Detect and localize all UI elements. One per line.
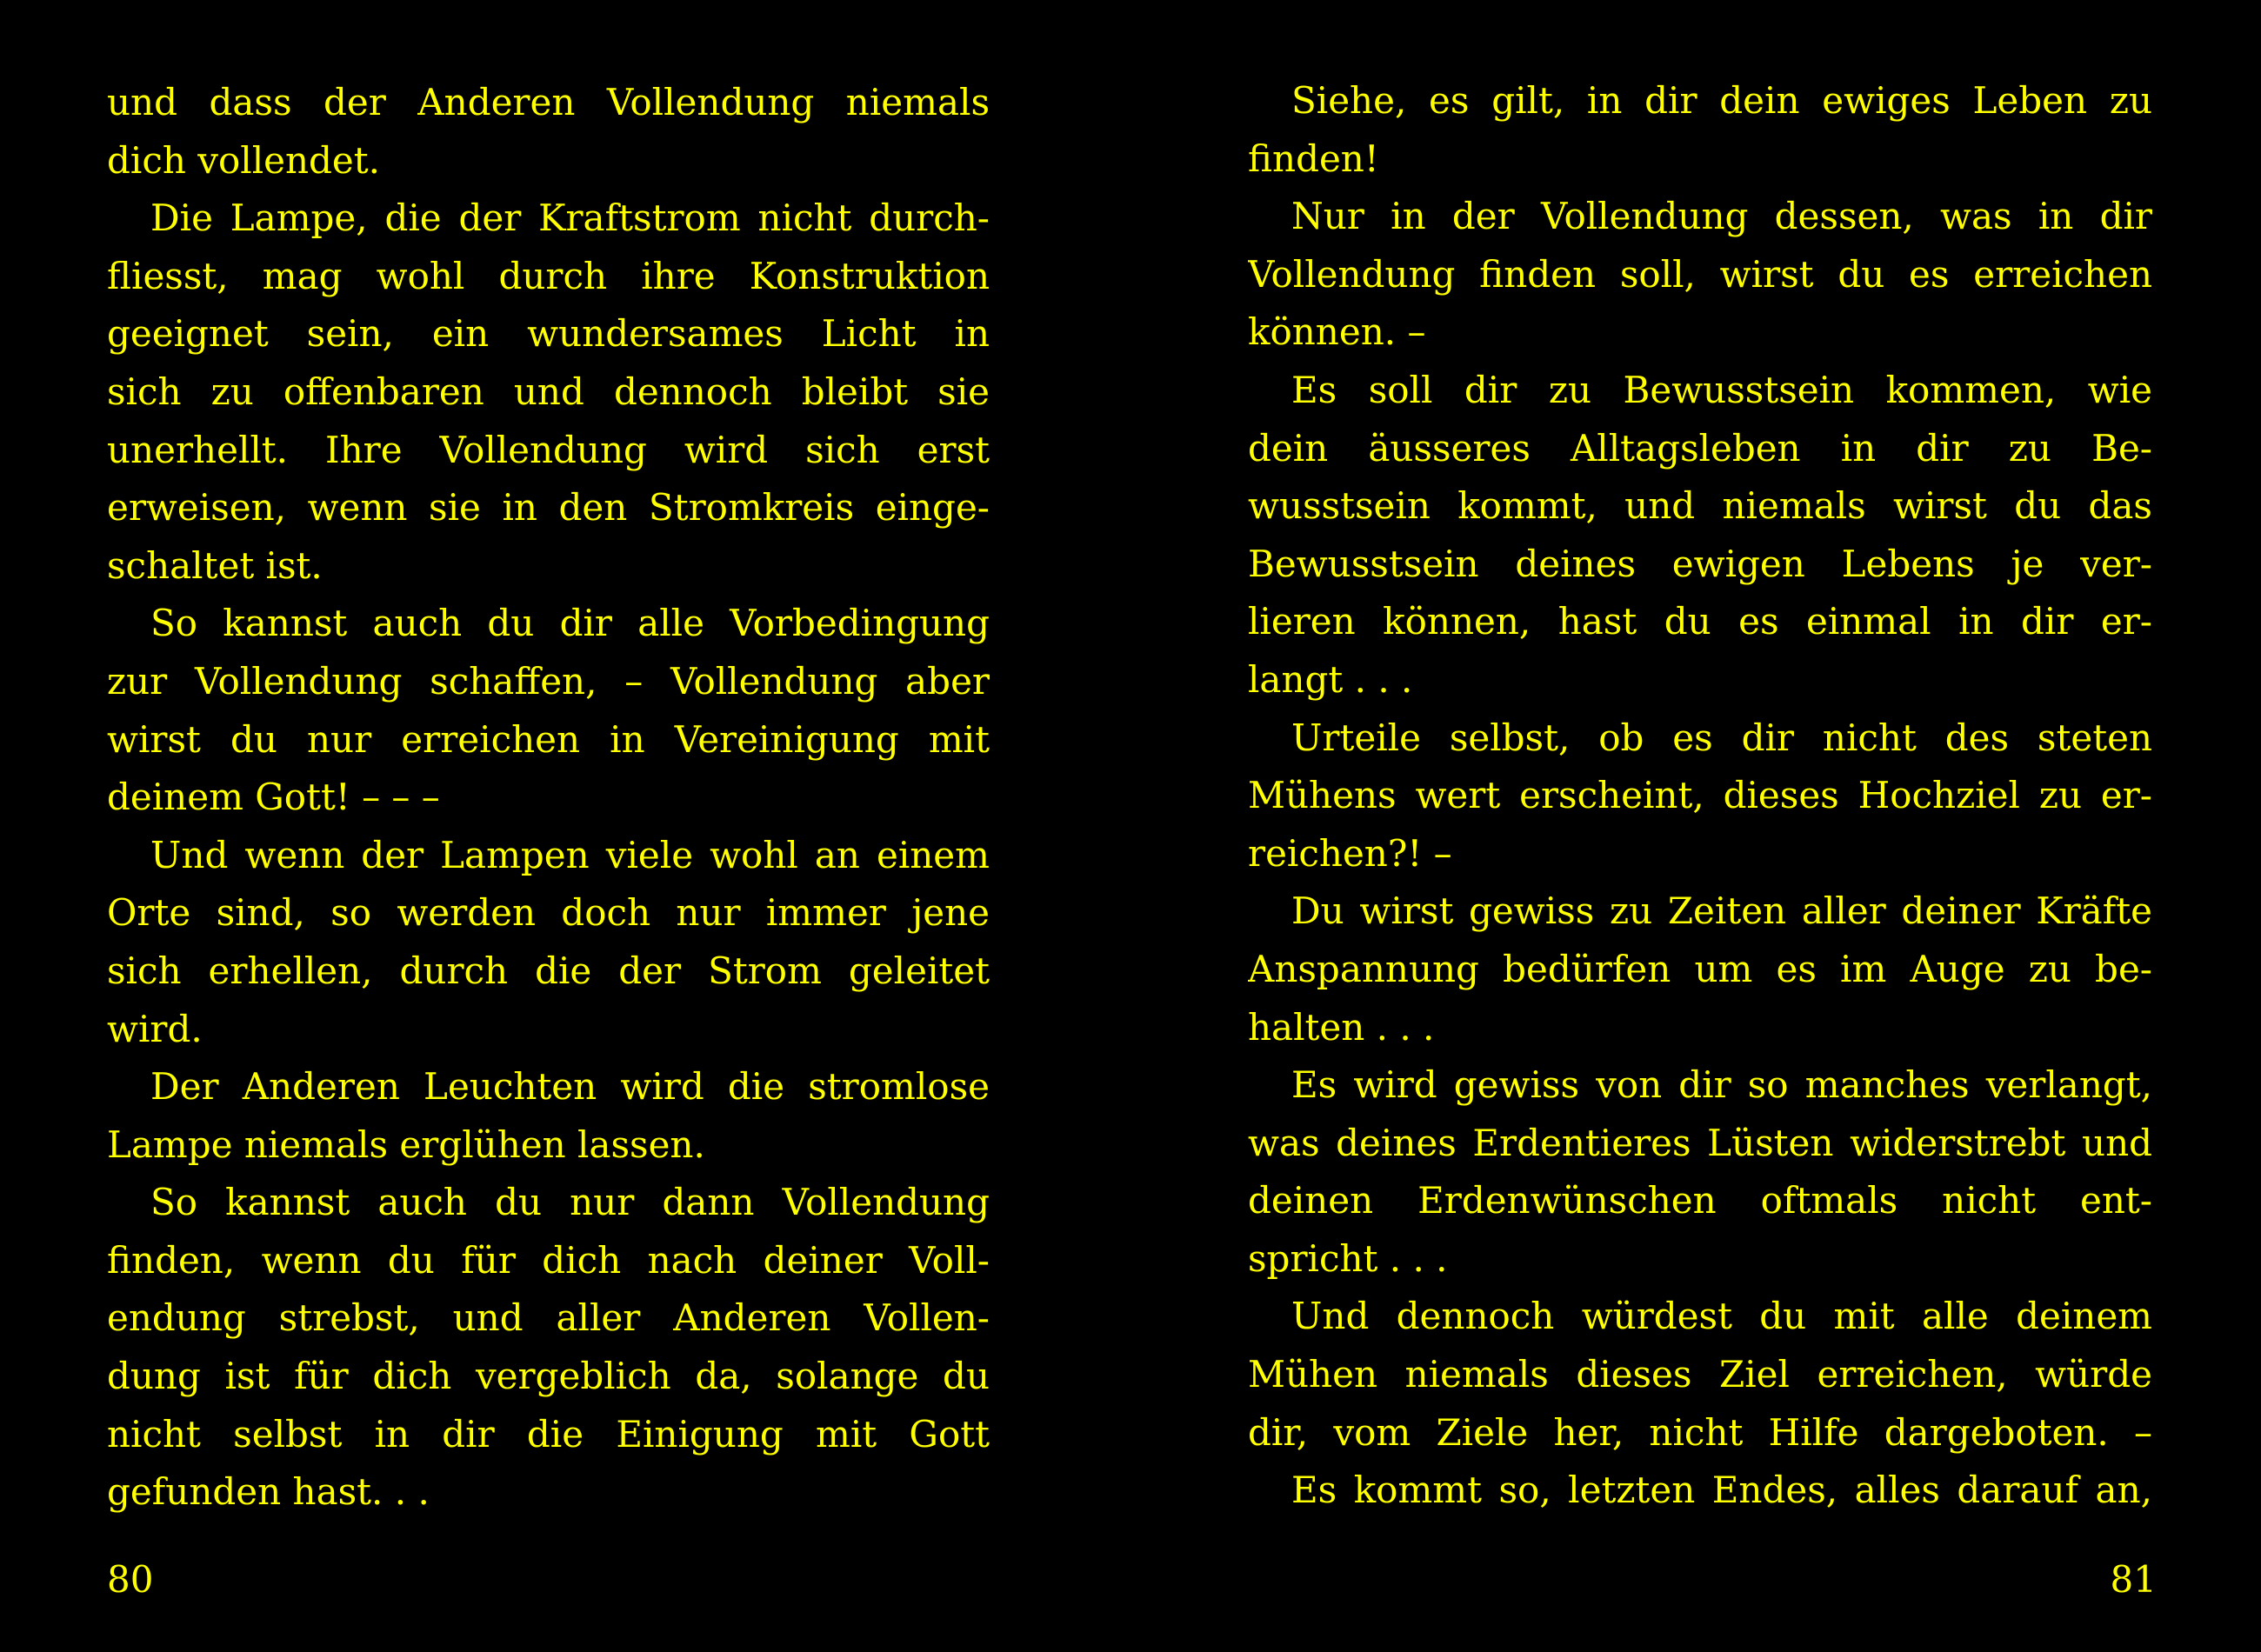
text-line: wusstsein kommt, und niemals wirst du das bbox=[1248, 484, 2152, 528]
text-line: dein äusseres Alltagsleben in dir zu Be- bbox=[1248, 426, 2152, 470]
text-line: wird. bbox=[107, 1007, 203, 1050]
left-page-text bbox=[107, 74, 990, 1522]
text-line: können. – bbox=[1248, 310, 1426, 354]
text-line: dung ist für dich vergeblich da, solange du bbox=[107, 1355, 990, 1398]
text-line: nicht selbst in dir die Einigung mit Gott bbox=[107, 1412, 990, 1455]
text-line: sich erhellen, durch die der Strom geleitet bbox=[107, 949, 990, 992]
text-line: halten . . . bbox=[1248, 1005, 1435, 1049]
text-line: Mühens wert erscheint, dieses Hochziel zu er- bbox=[1248, 774, 2152, 817]
text-line: So kannst auch du nur dann Vollendung bbox=[150, 1181, 990, 1224]
text-line: sich zu offenbaren und dennoch bleibt sie bbox=[107, 370, 990, 413]
text-line: erweisen, wenn sie in den Stromkreis einge- bbox=[107, 486, 990, 530]
right-page bbox=[1130, 0, 2261, 1652]
text-line: dich vollendet. bbox=[107, 138, 380, 182]
text-line: wirst du nur erreichen in Vereinigung mit bbox=[107, 717, 990, 761]
text-line: So kannst auch du dir alle Vorbedingung bbox=[150, 602, 990, 645]
text-line: und dass der Anderen Vollendung niemals bbox=[107, 81, 990, 123]
page-number: 80 bbox=[107, 1558, 154, 1601]
text-line: Du wirst gewiss zu Zeiten aller deiner Kräfte bbox=[1291, 889, 2152, 933]
text-line: Orte sind, so werden doch nur immer jene bbox=[107, 891, 990, 935]
text-line: was deines Erdentieres Lüsten widerstrebt und bbox=[1248, 1121, 2152, 1164]
text-line: Siehe, es gilt, in dir dein ewiges Leben zu bbox=[1291, 79, 2152, 122]
text-line: Es wird gewiss von dir so manches verlangt, bbox=[1291, 1063, 2152, 1107]
text-line: geeignet sein, ein wundersames Licht in bbox=[107, 312, 990, 356]
text-line: Vollendung finden soll, wirst du es erreichen bbox=[1248, 252, 2152, 296]
right-page-text bbox=[1248, 72, 2152, 1520]
text-line: lieren können, hast du es einmal in dir er- bbox=[1248, 600, 2152, 643]
text-line: Nur in der Vollendung dessen, was in dir bbox=[1291, 195, 2152, 238]
left-page bbox=[0, 0, 1130, 1652]
text-line: spricht . . . bbox=[1248, 1236, 1448, 1280]
text-line: endung strebst, und aller Anderen Vollen- bbox=[107, 1296, 990, 1340]
text-line: deinem Gott! – – – bbox=[107, 776, 440, 819]
text-line: unerhellt. Ihre Vollendung wird sich erst bbox=[107, 428, 990, 471]
text-line: fliesst, mag wohl durch ihre Konstruktion bbox=[107, 254, 990, 297]
text-line: Und wenn der Lampen viele wohl an einem bbox=[150, 833, 990, 876]
text-line: reichen?! – bbox=[1248, 831, 1452, 875]
text-line: Die Lampe, die der Kraftstrom nicht durch- bbox=[150, 197, 990, 240]
text-line: Mühen niemals dieses Ziel erreichen, würde bbox=[1248, 1353, 2152, 1396]
text-line: Und dennoch würdest du mit alle deinem bbox=[1291, 1295, 2152, 1338]
text-line: Anspannung bedürfen um es im Auge zu be- bbox=[1248, 947, 2152, 990]
text-line: dir, vom Ziele her, nicht Hilfe dargeboten. – bbox=[1248, 1410, 2152, 1454]
text-line: zur Vollendung schaffen, – Vollendung aber bbox=[107, 659, 990, 703]
text-line: schaltet ist. bbox=[107, 543, 323, 587]
page-number: 81 bbox=[2110, 1558, 2157, 1601]
text-line: langt . . . bbox=[1248, 657, 1413, 701]
text-line: Es soll dir zu Bewusstsein kommen, wie bbox=[1291, 368, 2152, 411]
text-line: Es kommt so, letzten Endes, alles darauf an, bbox=[1291, 1469, 2152, 1512]
text-line: Urteile selbst, ob es dir nicht des steten bbox=[1291, 716, 2152, 759]
text-line: finden! bbox=[1248, 137, 1379, 180]
text-line: Bewusstsein deines ewigen Lebens je ver- bbox=[1248, 542, 2152, 585]
text-line: gefunden hast. . . bbox=[107, 1470, 430, 1514]
text-line: deinen Erdenwünschen oftmals nicht ent- bbox=[1248, 1179, 2152, 1222]
text-line: Der Anderen Leuchten wird die stromlose bbox=[150, 1065, 990, 1109]
text-line: Lampe niemals erglühen lassen. bbox=[107, 1122, 705, 1166]
text-line: finden, wenn du für dich nach deiner Voll- bbox=[107, 1238, 990, 1282]
